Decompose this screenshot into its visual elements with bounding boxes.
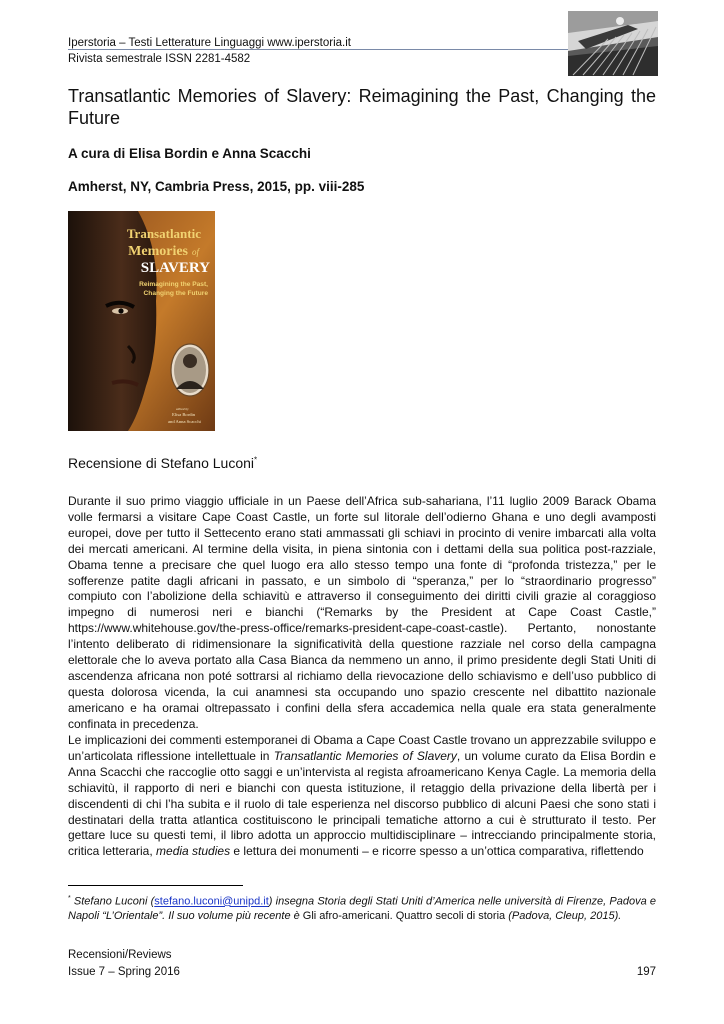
book-title-italic: Transatlantic Memories of Slavery <box>273 748 457 763</box>
header-rule <box>68 49 568 50</box>
book-cover-image <box>68 211 215 431</box>
cover-title-line1: Transatlantic <box>126 226 201 241</box>
cover-subtitle-line2: Changing the Future <box>143 290 208 297</box>
footnote-rule <box>68 885 243 886</box>
book-editors: A cura di Elisa Bordin e Anna Scacchi <box>68 146 311 161</box>
footer-issue: Issue 7 – Spring 2016 <box>68 966 180 978</box>
cover-title-of: of <box>192 247 200 257</box>
review-paragraph-1: Durante il suo primo viaggio ufficiale in un Paese dell’Africa sub-sahariana, l’11 luglio 2009 Barack Obama volle fermarsi a visitare Cape Coast Castle, un forte sul litorale dell’odierno Ghana e uno degli avamposti europei, dove per tutto il Settecento erano stati ammassati gli schiavi in procinto di venire imbarcati alla volta dei mercati americani. Al termine della visita, in piena sintonia con i dettami della sua politica post-razziale, Obama tenne a precisare che quel luogo era allo stesso tempo una fonte di “profonda tristezza,” per le sofferenze patite dagli africani in passato, e un simbolo di “speranza,” per lo “straordinario progresso” compiuto con l’abolizione della schiavitù e attraverso il conseguimento dei diritti civili grazie al coraggioso impegno di numerosi neri e bianchi (“Remarks by the President at Cape Coast Castle,” https://www.whitehouse.gov/the-press-office/remarks-president-cape-coast-castle). Pertanto, nonostante l’intento deliberato di ridimensionare la significatività della questione razziale nel corso della campagna elettorale che lo aveva portato alla Casa Bianca da nemmeno un anno, il primo presidente degli Stati Uniti di ascendenza africana non poté sottrarsi al richiamo della rievocazione dello schiavismo e dell’uso pubblico di questa dolorosa vicenda, la cui anamnesi sta occupando uno spazio crescente nel dibattito nazionale americano e ha oramai oltrepassato i confini della sfera accademica nella quale era stata generalmente confinata in precedenza. <box>68 494 656 731</box>
media-studies-italic: media studies <box>156 844 231 859</box>
review-heading: Recensione di Stefano Luconi* <box>68 455 258 471</box>
footnote: * Stefano Luconi (stefano.luconi@unipd.it) insegna Storia degli Stati Uniti d’America nelle università di Firenze, Padova e Napoli “L’Orientale”. Il suo volume più recente è Gli afro-americani. Quattro secoli di storia (Padova, Cleup, 2015). <box>68 895 657 923</box>
footer-section: Recensioni/Reviews <box>68 949 172 961</box>
author-email-link[interactable]: stefano.luconi@unipd.it <box>154 895 269 908</box>
review-paragraph-2: Le implicazioni dei commenti estemporanei di Obama a Cape Coast Castle trovano un apprezzabile sviluppo e un’articolata riflessione intellettuale in Transatlantic Memories of Slavery, un volume curato da Elisa Bordin e Anna Scacchi che raccoglie otto saggi e un’intervista al regista afroamericano Kenya Cagle. La memoria della schiavitù, il rapporto di neri e bianchi con questa istituzione, il retaggio della privazione della libertà per i discendenti di chi l’ha subita e il ruolo di tale esperienza nel discorso pubblico di alcuni Paesi che sono stati i destinatari della tratta atlantica costituiscono le principali tematiche attorno a cui è strutturato il testo. Per gettare luce su questi temi, il libro adotta un approccio multidisciplinare – intrecciando principalmente storia, critica letteraria, media studies e lettura dei monumenti – e ricorre spesso a un’ottica comparativa, riflettendo <box>68 733 656 859</box>
publication-info: Amherst, NY, Cambria Press, 2015, pp. viii-285 <box>68 179 365 194</box>
cover-subtitle-line1: Reimagining the Past, <box>139 281 208 288</box>
cover-editor2: and Anna Scacchi <box>168 419 201 424</box>
page-number: 197 <box>636 966 656 978</box>
journal-logo-photo <box>568 11 658 76</box>
journal-header: Iperstoria – Testi Letterature Linguaggi www.iperstoria.it <box>68 37 351 49</box>
cover-editor1: Elisa Bordin <box>172 412 196 417</box>
cover-title-line3: SLAVERY <box>140 260 210 276</box>
journal-issn: Rivista semestrale ISSN 2281-4582 <box>68 53 251 65</box>
cover-edited-by: edited by <box>176 407 189 411</box>
cover-title-line2: Memories <box>128 244 188 259</box>
footnote-marker: * <box>254 455 258 465</box>
book-title: Transatlantic Memories of Slavery: Reimagining the Past, Changing the Future <box>68 86 656 128</box>
